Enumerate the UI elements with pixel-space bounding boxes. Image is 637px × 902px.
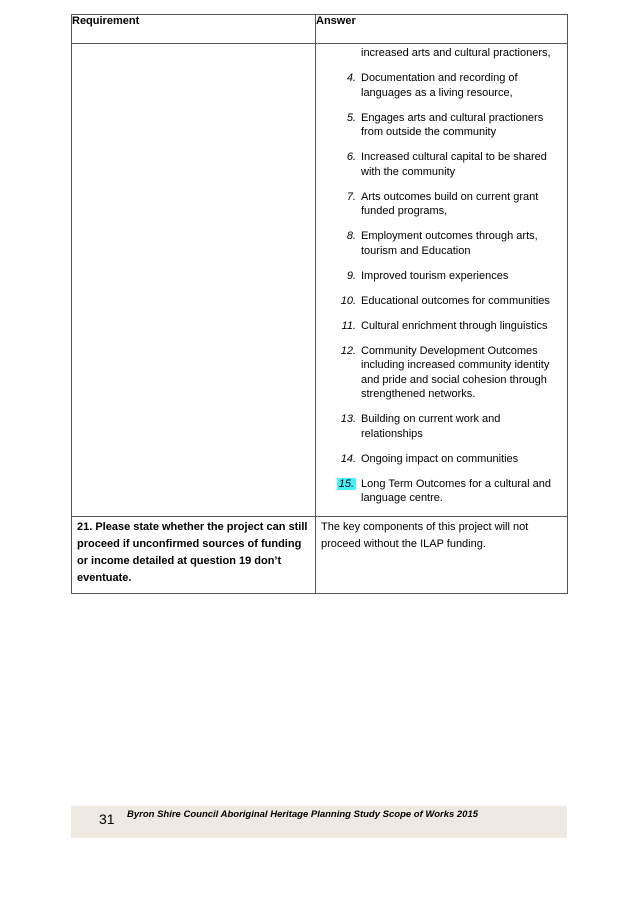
page-footer	[71, 806, 567, 838]
answer-column-header: Answer	[316, 15, 568, 44]
list-item-text: Arts outcomes build on current grant funded programs,	[361, 190, 539, 217]
list-item	[316, 71, 559, 100]
answer-cell	[316, 44, 568, 517]
answer-list	[316, 46, 567, 506]
list-item-number: 5.	[346, 111, 356, 124]
list-item-text: increased arts and cultural practioners,	[361, 47, 551, 59]
list-item-continuation	[316, 46, 559, 61]
list-item	[316, 452, 559, 467]
list-item	[316, 269, 559, 284]
list-item-number-highlighted	[316, 477, 356, 492]
list-item	[316, 150, 559, 179]
question-text: 21. Please state whether the project can still proceed if unconfirmed sources of funding or income detailed at question 19 don’t eventuate.	[77, 521, 308, 584]
list-item-text: Engages arts and cultural practioners from outside the community	[361, 111, 544, 138]
list-item	[316, 294, 559, 309]
footer-title: Byron Shire Council Aboriginal Heritage Planning Study Scope of Works 2015	[127, 809, 479, 820]
highlight-mark: 15.	[338, 477, 354, 490]
list-item-text: Documentation and recording of languages as a living resource,	[361, 72, 518, 99]
list-item-number: 7.	[346, 190, 356, 203]
list-item-number: 11.	[341, 319, 356, 332]
table-header-row	[72, 15, 568, 44]
list-item-text: Building on current work and relationships	[361, 413, 501, 440]
list-item-text: Long Term Outcomes for a cultural and language centre.	[361, 477, 551, 504]
list-item-text: Cultural enrichment through linguistics	[361, 319, 548, 332]
list-item	[316, 477, 559, 506]
list-item-number: 6.	[346, 151, 356, 163]
list-item-number: 12.	[340, 344, 356, 357]
list-item-number: 14.	[340, 452, 356, 465]
list-item-text: Educational outcomes for communities	[361, 294, 550, 307]
list-item-text: Community Development Outcomes including increased community identity and pride and social cohesion through strengthened networks.	[361, 344, 550, 400]
list-item	[316, 412, 559, 441]
list-item	[316, 319, 559, 334]
list-item	[316, 229, 559, 258]
list-item-text: Improved tourism experiences	[361, 269, 509, 282]
list-item-text: Employment outcomes through arts, tourism and Education	[361, 230, 538, 257]
question-answer-cell	[316, 517, 568, 594]
list-item-number: 8.	[346, 230, 356, 242]
requirement-column-header: Requirement	[72, 15, 316, 44]
question-answer-text: The key components of this project will not proceed without the ILAP funding.	[321, 521, 529, 550]
table-row	[72, 44, 568, 517]
list-item	[316, 344, 559, 402]
list-item	[316, 190, 559, 219]
list-item-number: 10.	[340, 294, 356, 307]
list-item-number: 9.	[346, 269, 356, 282]
page-number: 31	[99, 811, 115, 827]
table-row	[72, 517, 568, 594]
list-item-text: Increased cultural capital to be shared with the community	[361, 151, 547, 178]
list-item-number: 13.	[340, 413, 356, 425]
list-item-number: 4.	[346, 72, 356, 84]
requirements-table	[71, 14, 568, 594]
requirement-cell-empty	[72, 44, 316, 517]
question-cell	[72, 517, 316, 594]
list-item-text: Ongoing impact on communities	[361, 452, 519, 465]
list-item	[316, 111, 559, 140]
